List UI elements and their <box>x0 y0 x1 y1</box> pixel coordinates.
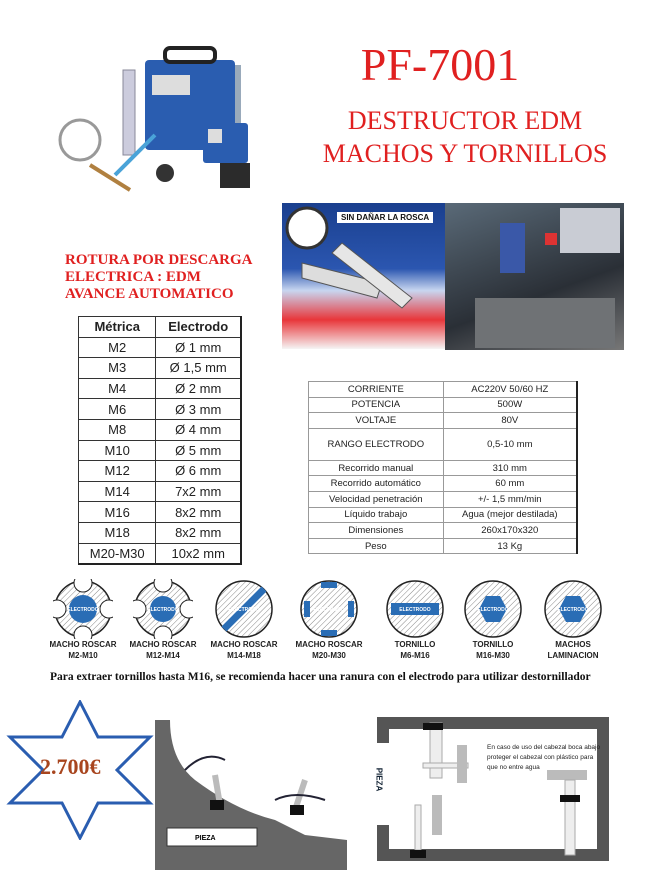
table-row <box>79 419 242 440</box>
spec-value: 60 mm <box>443 476 577 492</box>
spec-value: +/- 1,5 mm/min <box>443 491 577 507</box>
table-row <box>79 399 242 420</box>
table-row <box>79 481 242 502</box>
metric-cell: M3 <box>79 358 156 379</box>
table-row <box>79 337 242 358</box>
electrode-cross-section-icon <box>133 579 193 639</box>
metric-electrode-table <box>78 316 242 565</box>
table-row <box>79 461 242 482</box>
product-photo <box>55 45 270 205</box>
machine-in-use-photo <box>445 203 624 350</box>
electrode-label: ELECTRODO <box>477 607 509 613</box>
column-header: Métrica <box>79 317 156 338</box>
electrode-cross-section-icon <box>463 579 523 639</box>
electrode-cell: 7x2 mm <box>156 481 241 502</box>
spec-value: 0,5-10 mm <box>443 428 577 460</box>
spec-label: RANGO ELECTRODO <box>309 428 444 460</box>
metric-cell: M14 <box>79 481 156 502</box>
electrode-cross-section-icon <box>53 579 113 639</box>
spec-label: Recorrido automático <box>309 476 444 492</box>
electrode-cell: 8x2 mm <box>156 502 241 523</box>
table-row <box>79 358 242 379</box>
electrode-label: ELECTRODO <box>399 607 431 613</box>
spec-value: 310 mm <box>443 460 577 476</box>
electrode-cell: Ø 2 mm <box>156 378 241 399</box>
metric-cell: M12 <box>79 461 156 482</box>
table-row <box>309 523 578 539</box>
metric-cell: M10 <box>79 440 156 461</box>
cut-type-label: MACHO ROSCAR <box>295 640 363 649</box>
electrode-label: ELECTRODO <box>147 607 179 613</box>
electrode-cell: Ø 1 mm <box>156 337 241 358</box>
subtitle-line-2: MACHOS Y TORNILLOS <box>322 139 608 168</box>
cut-type-label: MACHOS <box>555 640 591 649</box>
diagram-right <box>375 715 611 863</box>
annotation-line: que no entre agua <box>487 764 540 771</box>
cut-type-range: M14-M18 <box>227 651 261 660</box>
specs-table <box>308 381 578 554</box>
cut-type-4 <box>287 579 371 661</box>
spec-value: 260x170x320 <box>443 523 577 539</box>
table-row <box>79 378 242 399</box>
cut-type-label: TORNILLO <box>394 640 436 649</box>
cut-type-label: MACHO ROSCAR <box>49 640 117 649</box>
table-row <box>309 397 578 413</box>
cut-type-6 <box>451 579 535 661</box>
metric-cell: M18 <box>79 522 156 543</box>
metric-cell: M4 <box>79 378 156 399</box>
recommendation-note: Para extraer tornillos hasta M16, se recomienda hacer una ranura con el electrodo para utilizar destornillador <box>50 671 591 683</box>
table-row <box>309 476 578 492</box>
table-row <box>79 502 242 523</box>
electrode-label: ELECTRODO <box>67 607 99 613</box>
spec-value: 80V <box>443 413 577 429</box>
spec-label: Recorrido manual <box>309 460 444 476</box>
electrode-cell: 8x2 mm <box>156 522 241 543</box>
cut-type-range: M12-M14 <box>146 651 180 660</box>
table-row <box>309 460 578 476</box>
feature-line: ELECTRICA : EDM <box>65 269 201 285</box>
cut-type-1 <box>41 579 125 661</box>
electrode-cell: Ø 6 mm <box>156 461 241 482</box>
electrode-label: ELECTRODO <box>557 607 589 613</box>
spec-value: 13 Kg <box>443 538 577 554</box>
cut-type-label: MACHO ROSCAR <box>129 640 197 649</box>
table-row <box>79 440 242 461</box>
annotation-line: proteger el cabezal con plástico para <box>487 754 594 761</box>
spec-value: AC220V 50/60 HZ <box>443 382 577 398</box>
cut-type-range: LAMINACION <box>547 651 599 660</box>
cut-type-range: M16-M30 <box>476 651 510 660</box>
table-row <box>309 413 578 429</box>
spec-label: Velocidad penetración <box>309 491 444 507</box>
banner-text: SIN DAÑAR LA ROSCA <box>337 212 433 223</box>
cut-type-5 <box>373 579 457 661</box>
electrode-cell: 10x2 mm <box>156 543 241 564</box>
features-text <box>65 252 253 303</box>
table-row <box>309 507 578 523</box>
subtitle-line-1: DESTRUCTOR EDM <box>347 106 583 135</box>
table-row <box>309 382 578 398</box>
cut-type-3 <box>202 579 286 661</box>
spec-label: POTENCIA <box>309 397 444 413</box>
cut-type-range: M20-M30 <box>312 651 346 660</box>
spec-label: Líquido trabajo <box>309 507 444 523</box>
cut-type-range: M2-M10 <box>68 651 98 660</box>
price: 2.700€ <box>40 754 101 779</box>
metric-cell: M6 <box>79 399 156 420</box>
cut-type-label: TORNILLO <box>472 640 514 649</box>
spec-label: CORRIENTE <box>309 382 444 398</box>
cut-type-7 <box>531 579 615 661</box>
electrode-cross-section-icon <box>385 579 445 639</box>
electrode-cell: Ø 3 mm <box>156 399 241 420</box>
spec-label: VOLTAJE <box>309 413 444 429</box>
product-title: PF-7001 <box>360 39 520 90</box>
table-row <box>309 428 578 460</box>
table-row <box>309 538 578 554</box>
annotation-line: En caso de uso del cabezal boca abajo <box>487 744 601 751</box>
electrode-cell: Ø 4 mm <box>156 419 241 440</box>
table-row <box>79 522 242 543</box>
cut-type-label: MACHO ROSCAR <box>210 640 278 649</box>
electrode-label: ELECTRODO <box>313 607 345 613</box>
piece-label: PIEZA <box>195 835 216 842</box>
annotation-text <box>487 743 603 773</box>
electrode-label: ELECTRODO <box>228 607 260 613</box>
table-row <box>309 491 578 507</box>
electrode-cross-section-icon <box>214 579 274 639</box>
diagram-left <box>155 720 347 870</box>
piece-label-vertical: PIEZA <box>374 767 384 792</box>
electrode-cross-section-icon <box>543 579 603 639</box>
metric-cell: M16 <box>79 502 156 523</box>
feature-line: ROTURA POR DESCARGA <box>65 252 253 268</box>
electrode-cross-section-icon <box>299 579 359 639</box>
metric-cell: M20-M30 <box>79 543 156 564</box>
cut-type-range: M6-M16 <box>400 651 430 660</box>
electrode-cell: Ø 1,5 mm <box>156 358 241 379</box>
spec-value: 500W <box>443 397 577 413</box>
metric-cell: M2 <box>79 337 156 358</box>
electrode-cell: Ø 5 mm <box>156 440 241 461</box>
metric-cell: M8 <box>79 419 156 440</box>
spec-label: Peso <box>309 538 444 554</box>
column-header: Electrodo <box>156 317 241 338</box>
spec-value: Agua (mejor destilada) <box>443 507 577 523</box>
cut-type-2 <box>121 579 205 661</box>
feature-line: AVANCE AUTOMATICO <box>65 286 234 302</box>
table-row <box>79 543 242 564</box>
spec-label: Dimensiones <box>309 523 444 539</box>
thread-photo <box>282 203 445 349</box>
